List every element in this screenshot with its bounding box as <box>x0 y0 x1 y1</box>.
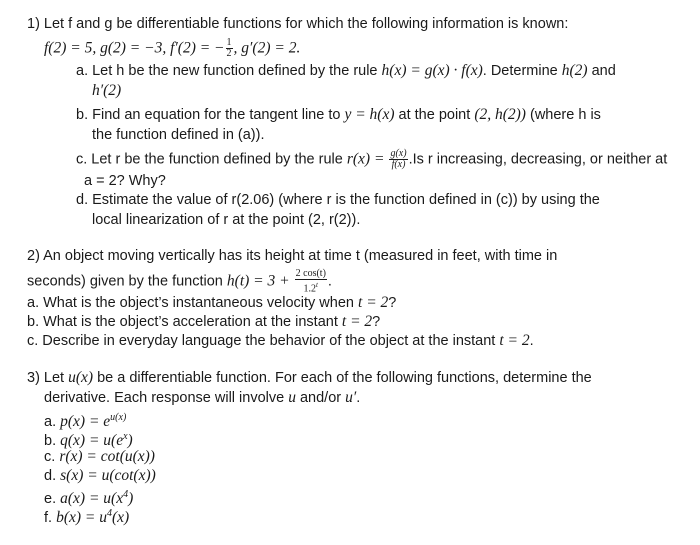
problem-2a: a. What is the object’s instantaneous velocity when t = 2? <box>27 294 397 311</box>
problem-2b: b. What is the object’s acceleration at the instant t = 2? <box>27 313 381 330</box>
given-values: f(2) = 5, g(2) = −3, f′(2) = − <box>44 39 225 57</box>
problem-1a-line1: a. Let h be the new function defined by the rule h(x) = g(x) · f(x). Determine h(2) and <box>76 62 616 79</box>
problem-3-item: f. $b(x) = u^4(x)$ <box>44 508 130 526</box>
problem-2-line1: 2) An object moving vertically has its height at time t (measured in feet, with time in <box>27 248 558 264</box>
problem-1b-line1: b. Find an equation for the tangent line to y = h(x) at the point (2, h(2)) (where h is <box>76 106 601 123</box>
problem-1d-line2: local linearization of r at the point (2, r(2)). <box>92 212 361 228</box>
problem-1a-line2: h′(2) <box>92 82 122 99</box>
problem-3-item: d. s(x) = u(cot(x)) <box>44 467 156 484</box>
problem-3-line2: derivative. Each response will involve u and/or u′. <box>44 389 361 406</box>
given-tail: , g′(2) = 2. <box>233 39 301 57</box>
problem-3-item: b. $q(x) = u(e^x)$ <box>44 431 133 449</box>
problem-1c-line1: c. Let r be the function defined by the rule r(x) = $\frac{g(x)}{f(x)}$ .Is r increasing, decreasing, or neither at <box>76 148 668 170</box>
height-fraction: $\frac{2 \cos(t)}{1.2^t}$ <box>295 268 326 295</box>
given-fraction: $\frac{1}{2}$ <box>226 37 232 59</box>
problem-3-item: a. $p(x) = e^{u(x)}$ <box>44 412 127 430</box>
r-fraction: $\frac{g(x)}{f(x)}$ <box>390 148 407 170</box>
problem-1b-line2: the function defined in (a)). <box>92 127 265 143</box>
problem-1d-line1: d. Estimate the value of r(2.06) (where r is the function defined in (c)) by using the <box>76 192 600 208</box>
problem-1-given <box>44 38 300 59</box>
problem-2c: c. Describe in everyday language the behavior of the object at the instant t = 2. <box>27 332 534 349</box>
problem-3-item: c. r(x) = cot(u(x)) <box>44 448 155 465</box>
problem-1-header: 1) Let f and g be differentiable functions for which the following information is known: <box>27 16 569 32</box>
problem-2-line2: seconds) given by the function h(t) = 3 + $\frac{2 \cos(t)}{1.2^t}$ . <box>27 268 332 295</box>
problem-3-item: e. $a(x) = u(x^4)$ <box>44 489 134 507</box>
problem-3-line1: 3) Let u(x) be a differentiable function. For each of the following functions, determine the <box>27 369 592 386</box>
problem-1c-line2: a = 2? Why? <box>84 173 166 189</box>
h-definition: h(x) = g(x) · f(x) <box>381 62 483 79</box>
